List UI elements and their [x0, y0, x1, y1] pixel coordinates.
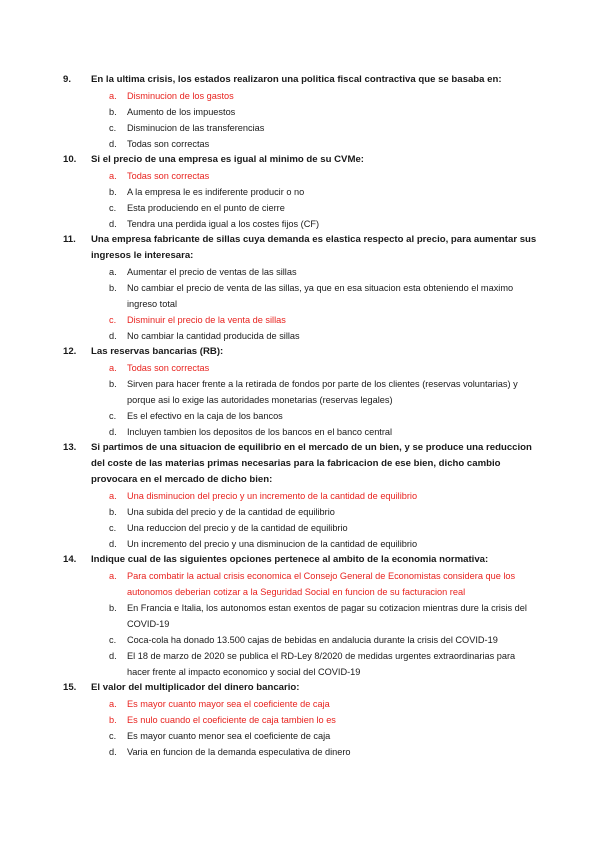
question-stem [0, 152, 600, 168]
answer-option [0, 568, 600, 600]
question-number: 11. [63, 234, 76, 245]
option-text: Incluyen tambien los depositos de los bancos en el banco central [127, 427, 393, 437]
question-number: 10. [63, 154, 77, 165]
option-text: Disminuir el precio de la venta de sillas [127, 315, 286, 325]
answer-option [0, 488, 600, 504]
option-text: Una disminucion del precio y un incremento de la cantidad de equilibrio [127, 491, 418, 501]
option-letter: b. [109, 603, 117, 613]
option-text: El 18 de marzo de 2020 se publica el RD-Ley 8/2020 de medidas urgentes extraordinarias para hacer frente al impacto economico y social del COVID-19 [127, 651, 516, 677]
option-text: Una reduccion del precio y de la cantidad de equilibrio [127, 523, 348, 533]
answer-option [0, 168, 600, 184]
option-letter: c. [109, 523, 117, 533]
question-stem [0, 232, 600, 264]
question-2 [0, 152, 600, 232]
option-letter: c. [109, 123, 117, 133]
answer-option [0, 328, 600, 344]
answer-option [0, 216, 600, 232]
option-letter: d. [109, 539, 117, 549]
option-letter: a. [109, 491, 117, 501]
option-letter: c. [109, 731, 117, 741]
answer-option [0, 88, 600, 104]
question-text: El valor del multiplicador del dinero bancario: [91, 682, 300, 693]
exam-document [0, 72, 600, 760]
answer-option [0, 312, 600, 328]
answer-option [0, 264, 600, 280]
answer-option [0, 424, 600, 440]
option-text: Sirven para hacer frente a la retirada de fondos por parte de los clientes (reservas voluntarias) y porque asi lo exige las autoridades monetarias (reservas legales) [127, 379, 518, 405]
question-text: En la ultima crisis, los estados realizaron una politica fiscal contractiva que se basaba en: [91, 74, 502, 85]
option-letter: b. [109, 507, 117, 517]
option-letter: b. [109, 107, 117, 117]
option-text: Es nulo cuando el coeficiente de caja tambien lo es [127, 715, 336, 725]
answer-option [0, 200, 600, 216]
option-letter: a. [109, 171, 117, 181]
question-number: 14. [63, 554, 77, 565]
answer-option [0, 600, 600, 632]
option-letter: a. [109, 571, 117, 581]
option-text: A la empresa le es indiferente producir o no [127, 187, 305, 197]
option-text: Disminucion de los gastos [127, 91, 234, 101]
option-letter: c. [109, 315, 117, 325]
question-stem [0, 552, 600, 568]
answer-option [0, 376, 600, 408]
answer-option [0, 632, 600, 648]
question-text: Indique cual de las siguientes opciones pertenece al ambito de la economia normativa: [91, 554, 489, 565]
answer-option [0, 280, 600, 312]
option-text: Todas son correctas [127, 363, 210, 373]
question-text: Si el precio de una empresa es igual al minimo de su CVMe: [91, 154, 364, 165]
answer-option [0, 184, 600, 200]
question-5 [0, 440, 600, 552]
question-7 [0, 680, 600, 760]
answer-option [0, 744, 600, 760]
option-letter: b. [109, 379, 117, 389]
answer-option [0, 104, 600, 120]
answer-option [0, 728, 600, 744]
question-number: 15. [63, 682, 77, 693]
option-text: Tendra una perdida igual a los costes fijos (CF) [127, 219, 320, 229]
option-letter: d. [109, 331, 117, 341]
option-letter: b. [109, 283, 117, 293]
question-stem [0, 440, 600, 488]
answer-option [0, 520, 600, 536]
option-text: Disminucion de las transferencias [127, 123, 265, 133]
option-letter: c. [109, 411, 117, 421]
option-text: Es mayor cuanto menor sea el coeficiente de caja [127, 731, 331, 741]
option-text: Para combatir la actual crisis economica el Consejo General de Economistas considera que los autonomos deberian cotizar a la Seguridad Social en funcion de su facturacion real [127, 571, 516, 597]
option-letter: d. [109, 651, 117, 661]
question-stem [0, 72, 600, 88]
option-letter: b. [109, 715, 117, 725]
option-text: Un incremento del precio y una disminucion de la cantidad de equilibrio [127, 539, 418, 549]
question-text: Una empresa fabricante de sillas cuya demanda es elastica respecto al precio, para aumentar sus ingresos le interesara: [91, 234, 537, 261]
question-1 [0, 72, 600, 152]
option-letter: a. [109, 91, 117, 101]
answer-option [0, 408, 600, 424]
option-text: Todas son correctas [127, 139, 210, 149]
option-text: Es mayor cuanto mayor sea el coeficiente de caja [127, 699, 330, 709]
question-text: Las reservas bancarias (RB): [91, 346, 224, 357]
option-letter: d. [109, 427, 117, 437]
option-text: En Francia e Italia, los autonomos estan exentos de pagar su cotizacion mientras dure la crisis del COVID-19 [127, 603, 527, 629]
question-number: 9. [63, 74, 72, 85]
option-text: No cambiar el precio de venta de las sillas, ya que en esa situacion esta obteniendo el maximo ingreso total [127, 283, 514, 309]
question-6 [0, 552, 600, 680]
option-letter: d. [109, 139, 117, 149]
option-text: Una subida del precio y de la cantidad de equilibrio [127, 507, 335, 517]
option-letter: d. [109, 747, 117, 757]
option-text: No cambiar la cantidad producida de sillas [127, 331, 300, 341]
option-letter: b. [109, 187, 117, 197]
option-letter: d. [109, 219, 117, 229]
option-letter: c. [109, 635, 117, 645]
option-text: Es el efectivo en la caja de los bancos [127, 411, 283, 421]
question-3 [0, 232, 600, 344]
option-text: Todas son correctas [127, 171, 210, 181]
option-letter: a. [109, 363, 117, 373]
answer-option [0, 136, 600, 152]
option-letter: c. [109, 203, 117, 213]
answer-option [0, 120, 600, 136]
question-stem [0, 344, 600, 360]
question-number: 12. [63, 346, 77, 357]
option-text: Aumentar el precio de ventas de las sillas [127, 267, 297, 277]
option-text: Aumento de los impuestos [127, 107, 236, 117]
answer-option [0, 648, 600, 680]
option-text: Coca-cola ha donado 13.500 cajas de bebidas en andalucia durante la crisis del COVID-19 [127, 635, 498, 645]
answer-option [0, 536, 600, 552]
option-letter: a. [109, 267, 117, 277]
question-number: 13. [63, 442, 77, 453]
answer-option [0, 696, 600, 712]
option-text: Varia en funcion de la demanda especulativa de dinero [127, 747, 351, 757]
answer-option [0, 504, 600, 520]
option-letter: a. [109, 699, 117, 709]
question-text: Si partimos de una situacion de equilibrio en el mercado de un bien, y se produce una reduccion del coste de las materias primas necesarias para la fabricacion de ese bien, dicho cambio provocara en el mercado de dicho bien: [91, 442, 532, 485]
option-text: Esta produciendo en el punto de cierre [127, 203, 285, 213]
answer-option [0, 360, 600, 376]
answer-option [0, 712, 600, 728]
question-stem [0, 680, 600, 696]
question-4 [0, 344, 600, 440]
